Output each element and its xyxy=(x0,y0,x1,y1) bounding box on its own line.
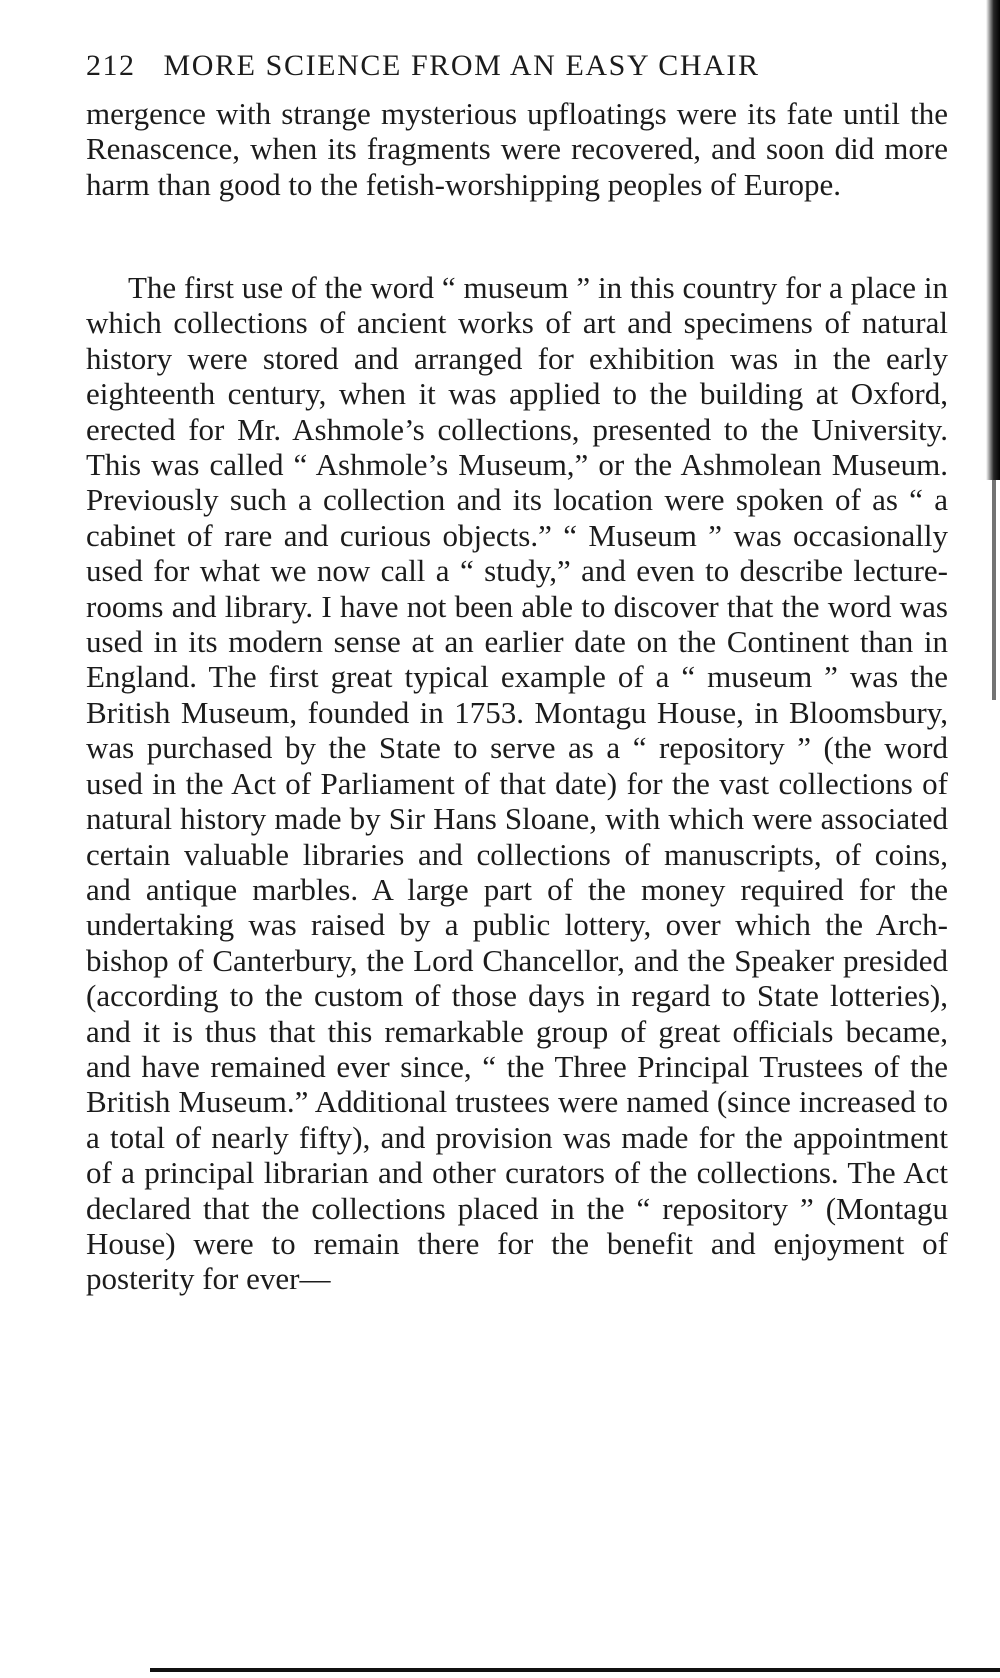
binding-shadow xyxy=(986,0,1000,480)
page-number: 212 xyxy=(86,49,136,82)
page-bottom-edge xyxy=(150,1668,1000,1672)
running-header xyxy=(86,44,946,88)
paragraph-museum-history: The first use of the word “ museum ” in this country for a place in which collections of ancient works of art and specimens of natural history were stored and arranged for exhibition was in the early eighteenth century, when it was applied to the building at Oxford, erected for Mr. Ashmole’s collections, presented to the University. This was called “ Ashmole’s Museum,” or the Ashmolean Museum. Previously such a collection and its location were spoken of as “ a cabinet of rare and curious objects.” “ Museum ” was occasionally used for what we now call a “ study,” and even to describe lecture-rooms and library. I have not been able to discover that the word was used in its modern sense at an earlier date on the Continent than in England. The first great typical example of a “ museum ” was the British Museum, founded in 1753. Montagu House, in Bloomsbury, was purchased by the State to serve as a “ repository ” (the word used in the Act of Parliament of that date) for the vast collections of natural history made by Sir Hans Sloane, with which were associated certain valuable libraries and collections of manuscripts, of coins, and antique marbles. A large part of the money required for the undertaking was raised by a public lottery, over which the Archbishop of Canterbury, the Lord Chancellor, and the Speaker presided (according to the custom of those days in regard to State lotteries), and it is thus that this remarkable group of great officials became, and have remained ever since, “ the Three Principal Trustees of the British Museum.” Additional trustees were named (since increased to a total of nearly fifty), and provision was made for the appointment of a principal librarian and other curators of the collections. The Act declared that the collections placed in the “ repository ” (Montagu House) were to remain there for the benefit and enjoyment of posterity for ever— xyxy=(86,270,948,1297)
running-title: MORE SCIENCE FROM AN EASY CHAIR xyxy=(163,49,760,82)
binding-shadow-lower xyxy=(992,480,996,700)
paragraph-continuation: mergence with strange mysterious upfloatings were its fate until the Renascence, when its fragments were recovered, and soon did more harm than good to the fetish-worshipping peoples of Europe. xyxy=(86,96,948,202)
